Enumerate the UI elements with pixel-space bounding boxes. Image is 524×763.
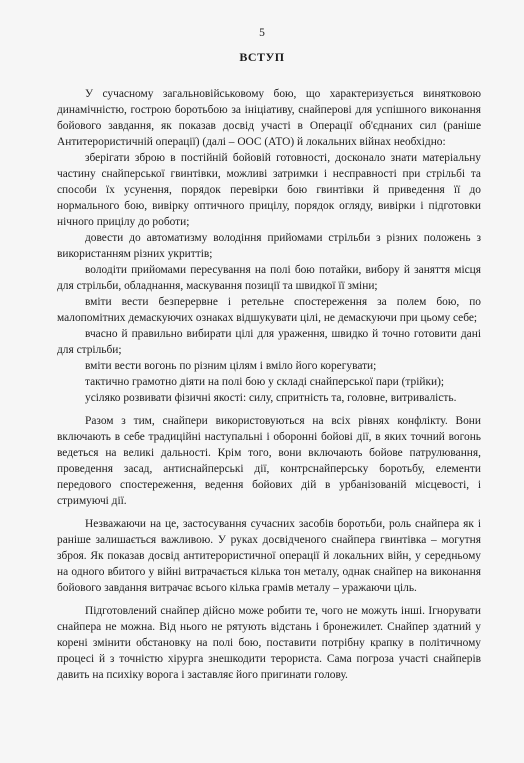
- list-item-target-selection: вчасно й правильно вибирати цілі для ураження, швидко й точно готовити дані для стрільби;: [57, 328, 481, 356]
- paragraph-gap: [57, 596, 481, 603]
- list-item-weapon-readiness: зберігати зброю в постійній бойовій готовності, досконало знати матеріальну частину снайперської гвинтівки, можливі затримки і несправності при стрільбі та способи їх усунення, порядок перевірки бою гвинтівки й приведення її до нормального бою, вивірку оптичного прицілу, порядок огляду, вивірки і підготовки нічного прицілу до роботи;: [57, 152, 481, 228]
- list-item-physical-qualities: усіляко розвивати фізичні якості: силу, спритність та, головне, витривалість.: [85, 392, 457, 404]
- list-item-observation: вміти вести безперервне і ретельне спостереження за полем бою, по малопомітних демаскуючих ознаках відшукувати цілі, не демаскуючи при цьому себе;: [57, 296, 481, 324]
- paragraph-gap: [57, 509, 481, 516]
- section-heading: ВСТУП: [239, 50, 285, 64]
- list-item-movement: володіти прийомами пересування на полі бою потайки, вибору й заняття місця для стрільби, обладнання, маскування позиції та швидкої її зміни;: [57, 264, 481, 292]
- paragraph-gap: [57, 406, 481, 413]
- list-item-fire-correction: вміти вести вогонь по різним цілям і вміло його корегувати;: [85, 360, 377, 372]
- paragraph-sniper-role: Незважаючи на це, застосування сучасних засобів боротьби, роль снайпера як і раніше залишається важливою. У руках досвідченого снайпера гвинтівка – могутня зброя. Як показав досвід антитерористичної операції й локальних війн, у середньому на одного вбитого у війні витрачається кілька тон металу, однак снайпер на виконання бойового завдання витрачає всього кілька грамів металу – уражаючи ціль.: [57, 518, 481, 594]
- paragraph-trained-sniper: Підготовлений снайпер дійсно може робити те, чого не можуть інші. Ігнорувати снайпера не можна. Від нього не рятують відстань і бронежилет. Снайпер здатний у корені змінити обстановку на полі бою, поставити потрібну крапку в політичному процесі й з точністю хірурга знешкодити терориста. Сама погроза участі снайперів давить на психіку ворога і заставляє його пригинати голову.: [57, 605, 481, 681]
- list-item-shooting-positions: довести до автоматизму володіння прийомами стрільби з різних положень з використанням різних укриттів;: [57, 232, 481, 260]
- list-item-sniper-pair: тактично грамотно діяти на полі бою у складі снайперської пари (трійки);: [85, 376, 445, 388]
- paragraph-intro: У сучасному загальновійськовому бою, що характеризується винятковою динамічністю, гострою боротьбою за ініціативу, снайперові для успішного виконання бойового завдання, як показав досвід участі в Операції об'єднаних сил (раніше Антитерористичній операції) (далі – ООС (АТО) й локальних війнах необхідно:: [57, 88, 481, 148]
- page-number: 5: [259, 27, 265, 39]
- body-text: [57, 86, 481, 683]
- paragraph-conflict-levels: Разом з тим, снайпери використовуються на всіх рівнях конфлікту. Вони включають в себе традиційні наступальні і оборонні бойові дії, в яких точний вогонь ведеться на великі дальності. Крім того, вони включають бойове патрулювання, проведення засад, антиснайперські дії, контрснайперську боротьбу, елементи передового спостереження, ведення бойових дій в урбанізованій місцевості, і стримуючі дії.: [57, 415, 481, 507]
